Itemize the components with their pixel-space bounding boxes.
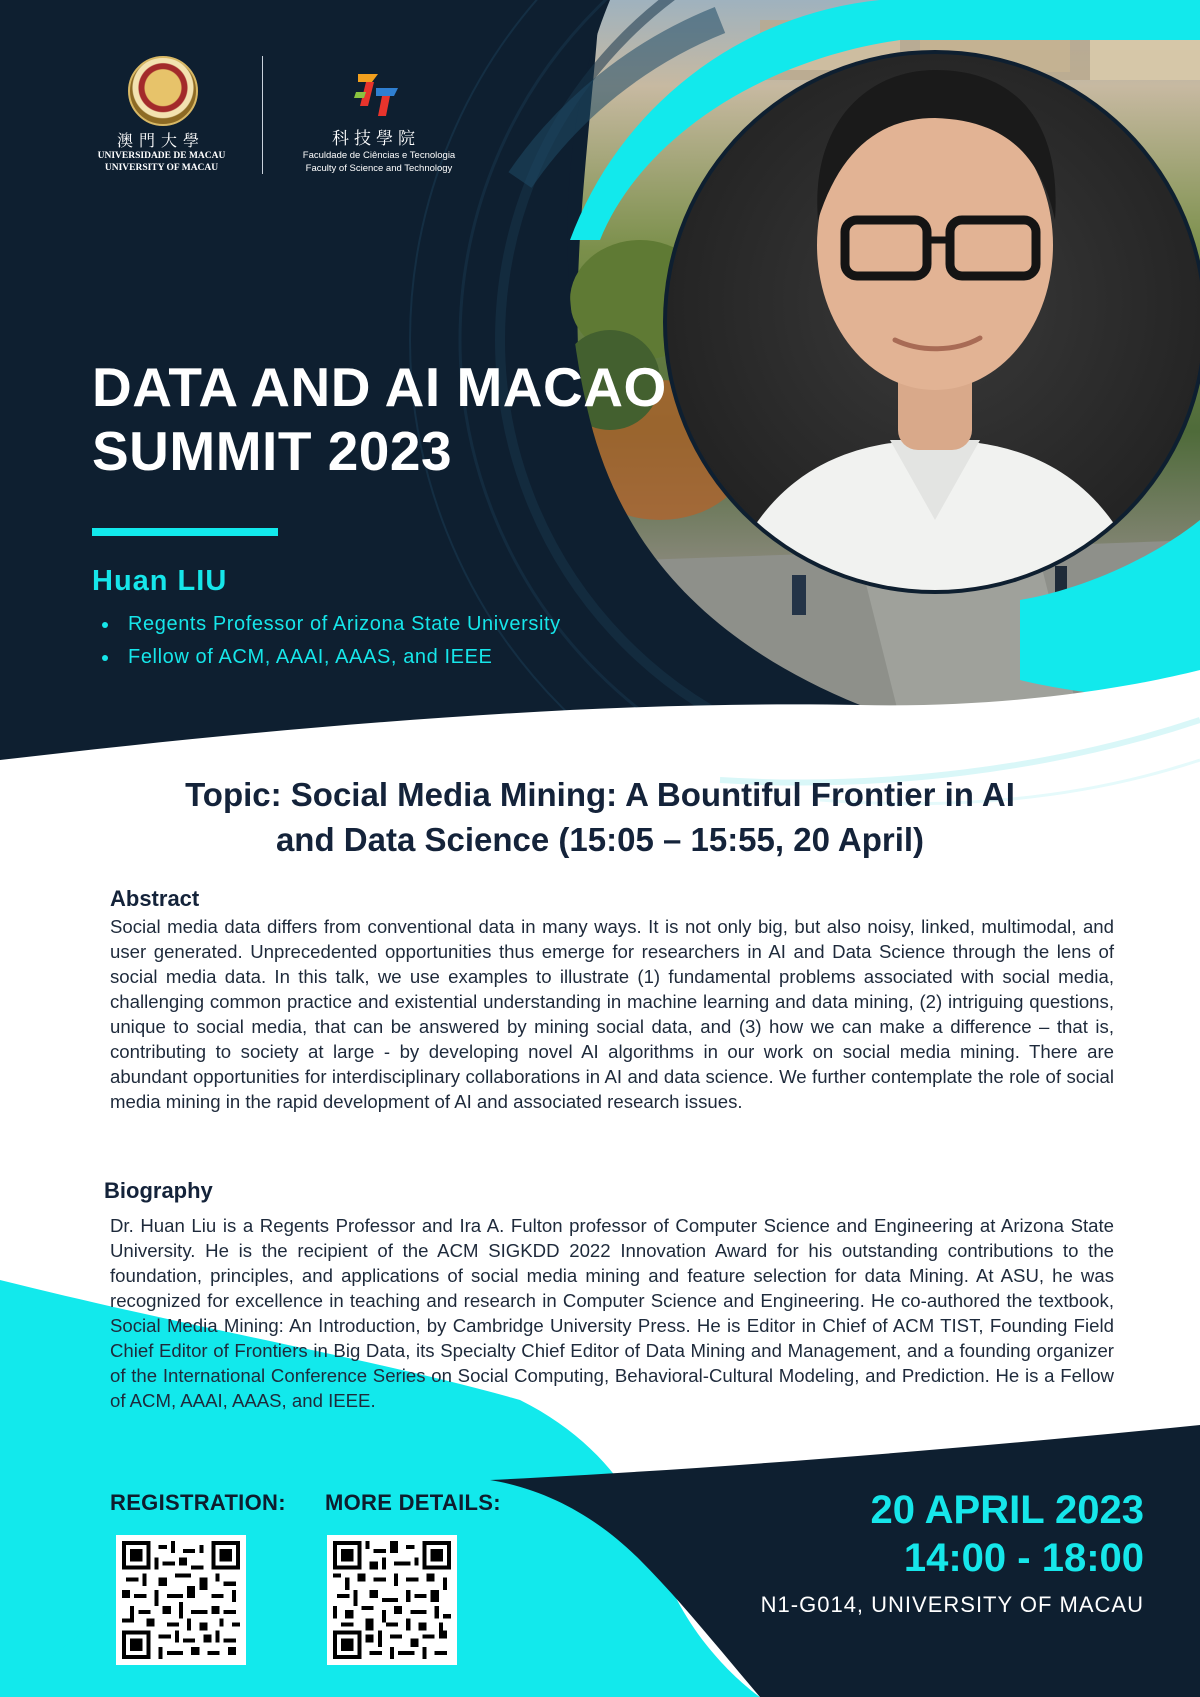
summit-title-line2: SUMMIT 2023 bbox=[92, 420, 453, 482]
qr-code-icon bbox=[122, 1541, 240, 1659]
talk-topic-line1: Topic: Social Media Mining: A Bountiful Frontier in AI bbox=[185, 776, 1015, 813]
summit-title bbox=[92, 355, 732, 483]
um-name-english: UNIVERSITY OF MACAU bbox=[104, 163, 219, 173]
abstract-text: Social media data differs from conventional data in many ways. It is not only big, but also noisy, linked, multimodal, and user generated. Unprecedented opportunities thus emerge for researchers in AI and Data Science through the lens of social media data. In this talk, we use examples to illustrate (1) fundamental problems associated with social media, challenging common practice and existential understanding in machine learning and data mining, (2) intriguing questions, unique to social media, that can be answered by mining social data, and (3) how we can make a difference – that is, contributing to society at large - by developing novel AI algorithms in our work on social media mining. There are abundant opportunities for interdisciplinary collaborations in AI and data science. We further contemplate the role of social media mining in the rapid development of AI and associated research issues. bbox=[110, 916, 1114, 1112]
fst-name-english: Faculty of Science and Technology bbox=[305, 163, 453, 174]
speaker-role-item: Regents Professor of Arizona State University bbox=[100, 608, 561, 641]
fst-name-chinese: 科技學院 bbox=[332, 129, 420, 149]
fst-name-latin bbox=[284, 149, 474, 175]
speaker-role-item: Fellow of ACM, AAAI, AAAS, and IEEE bbox=[100, 641, 561, 674]
um-name-chinese: 澳門大學 bbox=[116, 131, 205, 150]
talk-topic bbox=[100, 772, 1100, 862]
fst-logo-icon bbox=[352, 66, 402, 120]
event-time: 14:00 - 18:00 bbox=[903, 1536, 1144, 1580]
more-details-label: MORE DETAILS: bbox=[325, 1490, 501, 1515]
registration-label: REGISTRATION: bbox=[110, 1490, 286, 1515]
event-venue: N1-G014, UNIVERSITY OF MACAU bbox=[760, 1592, 1144, 1617]
talk-topic-line2: and Data Science (15:05 – 15:55, 20 April) bbox=[275, 821, 925, 858]
more-details-qr-code-icon[interactable] bbox=[327, 1535, 457, 1665]
abstract-heading: Abstract bbox=[110, 886, 200, 911]
fst-name-portuguese: Faculdade de Ciências e Tecnologia bbox=[302, 150, 456, 161]
biography-heading: Biography bbox=[104, 1178, 213, 1203]
speaker-roles-list bbox=[100, 608, 561, 674]
um-name-portuguese: UNIVERSIDADE DE MACAU bbox=[97, 151, 226, 161]
um-name-latin bbox=[84, 150, 239, 174]
title-accent-bar bbox=[92, 528, 278, 536]
logo-divider bbox=[262, 56, 263, 174]
qr-code-icon bbox=[333, 1541, 451, 1659]
event-date: 20 APRIL 2023 bbox=[870, 1488, 1144, 1532]
summit-title-line1: DATA AND AI MACAO bbox=[92, 356, 667, 418]
speaker-name: Huan LIU bbox=[92, 565, 228, 597]
university-of-macau-seal-icon bbox=[128, 56, 198, 126]
registration-qr-code-icon[interactable] bbox=[116, 1535, 246, 1665]
biography-text: Dr. Huan Liu is a Regents Professor and Ira A. Fulton professor of Computer Science and Engineering at Arizona State University. He is the recipient of the ACM SIGKDD 2022 Innovation Award for his outstanding contributions to the foundation, principles, and applications of social media mining and feature selection for data Mining. At ASU, he was recognized for excellence in teaching and research in Computer Science and Engineering. He co-authored the textbook, Social Media Mining: An Introduction, by Cambridge University Press. He is Editor in Chief of ACM TIST, Founding Field Chief Editor of Frontiers in Big Data, its Specialty Chief Editor of Data Mining and Management, and a founding organizer of the International Conference Series on Social Computing, Behavioral-Cultural Modeling, and Prediction. He is a Fellow of ACM, AAAI, AAAS, and IEEE. bbox=[110, 1215, 1114, 1411]
